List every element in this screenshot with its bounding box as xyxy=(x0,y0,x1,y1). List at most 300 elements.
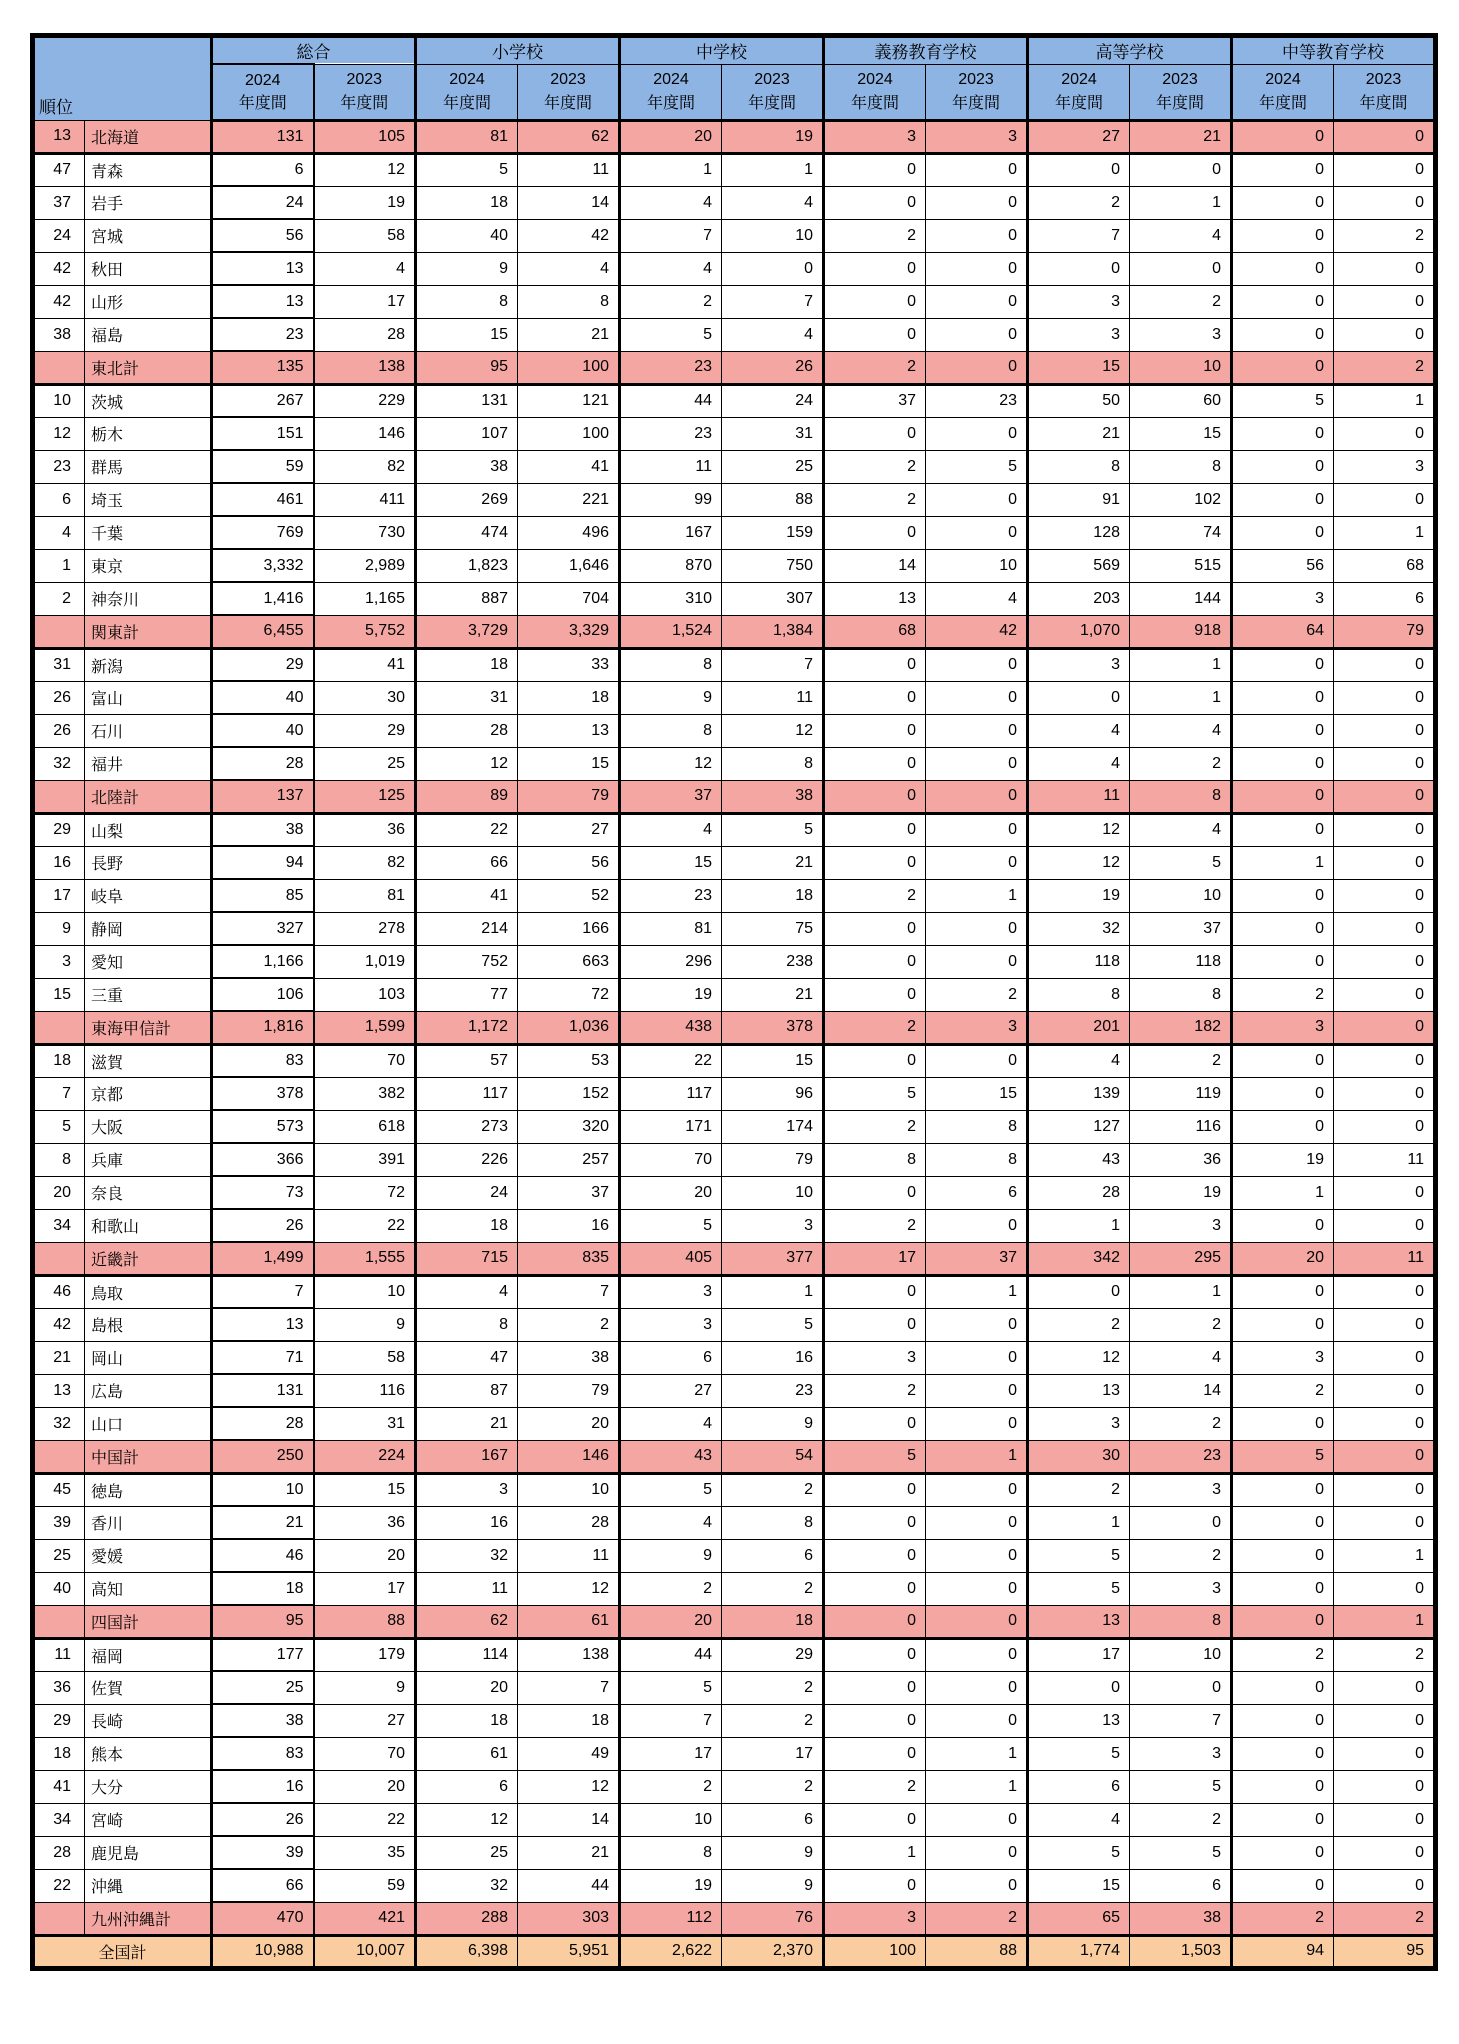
value-cell: 28 xyxy=(1028,1176,1130,1209)
value-cell: 0 xyxy=(824,1704,926,1737)
value-cell: 0 xyxy=(926,318,1028,351)
value-cell: 618 xyxy=(314,1110,416,1143)
value-cell: 5 xyxy=(1232,384,1334,417)
value-cell: 8 xyxy=(926,1143,1028,1176)
prefecture-name: 和歌山 xyxy=(85,1209,212,1242)
value-cell: 1 xyxy=(1232,1176,1334,1209)
value-cell: 79 xyxy=(518,1374,620,1407)
value-cell: 2 xyxy=(1028,186,1130,219)
prefecture-row xyxy=(33,516,1436,549)
value-cell: 3 xyxy=(722,1209,824,1242)
value-cell: 19 xyxy=(314,186,416,219)
prefecture-row xyxy=(33,1374,1436,1407)
value-cell: 105 xyxy=(314,120,416,153)
rank-cell: 26 xyxy=(33,714,85,747)
value-cell: 4 xyxy=(620,1506,722,1539)
value-cell: 0 xyxy=(1334,1308,1436,1341)
rank-cell: 18 xyxy=(33,1737,85,1770)
value-cell: 3 xyxy=(620,1275,722,1308)
value-cell: 0 xyxy=(926,681,1028,714)
value-cell: 12 xyxy=(518,1572,620,1605)
value-cell: 18 xyxy=(722,879,824,912)
value-cell: 0 xyxy=(926,912,1028,945)
value-cell: 44 xyxy=(518,1869,620,1902)
value-cell: 0 xyxy=(1232,1770,1334,1803)
value-cell: 0 xyxy=(1232,681,1334,714)
value-cell: 0 xyxy=(926,1044,1028,1077)
grand-total-row xyxy=(33,1935,1436,1968)
value-cell: 171 xyxy=(620,1110,722,1143)
value-cell: 3 xyxy=(1130,1737,1232,1770)
value-cell: 15 xyxy=(314,1473,416,1506)
value-cell: 47 xyxy=(416,1341,518,1374)
value-cell: 1 xyxy=(1028,1209,1130,1242)
value-cell: 0 xyxy=(926,1506,1028,1539)
value-cell: 18 xyxy=(416,648,518,681)
value-cell: 296 xyxy=(620,945,722,978)
value-cell: 1,555 xyxy=(314,1242,416,1275)
value-cell: 2 xyxy=(1130,1308,1232,1341)
prefecture-row xyxy=(33,1572,1436,1605)
value-cell: 3 xyxy=(1232,1011,1334,1044)
value-cell: 58 xyxy=(314,1341,416,1374)
value-cell: 1,524 xyxy=(620,615,722,648)
value-cell: 0 xyxy=(824,1737,926,1770)
value-cell: 1,823 xyxy=(416,549,518,582)
value-cell: 6,398 xyxy=(416,1935,518,1968)
value-cell: 100 xyxy=(824,1935,926,1968)
value-cell: 29 xyxy=(314,714,416,747)
value-cell: 8 xyxy=(416,1308,518,1341)
value-cell: 22 xyxy=(314,1803,416,1836)
prefecture-row xyxy=(33,1770,1436,1803)
prefecture-row xyxy=(33,450,1436,483)
rank-cell: 18 xyxy=(33,1044,85,1077)
prefecture-row xyxy=(33,1473,1436,1506)
value-cell: 100 xyxy=(518,417,620,450)
value-cell: 0 xyxy=(1334,1770,1436,1803)
value-cell: 0 xyxy=(824,648,926,681)
region-subtotal-label: 九州沖縄計 xyxy=(85,1902,212,1935)
value-cell: 0 xyxy=(926,1209,1028,1242)
value-cell: 307 xyxy=(722,582,824,615)
value-cell: 0 xyxy=(1334,714,1436,747)
rank-cell: 32 xyxy=(33,747,85,780)
value-cell: 1 xyxy=(1232,846,1334,879)
rank-cell: 42 xyxy=(33,285,85,318)
value-cell: 0 xyxy=(824,252,926,285)
value-cell: 752 xyxy=(416,945,518,978)
value-cell: 1,774 xyxy=(1028,1935,1130,1968)
school-counts-table xyxy=(30,33,1438,1971)
value-cell: 0 xyxy=(1334,1044,1436,1077)
value-cell: 21 xyxy=(1130,120,1232,153)
value-cell: 3 xyxy=(1130,1572,1232,1605)
value-cell: 0 xyxy=(1334,813,1436,846)
value-cell: 10 xyxy=(722,219,824,252)
value-cell: 21 xyxy=(1028,417,1130,450)
region-subtotal-label: 四国計 xyxy=(85,1605,212,1638)
value-cell: 0 xyxy=(1334,483,1436,516)
value-cell: 5,752 xyxy=(314,615,416,648)
value-cell: 0 xyxy=(1232,879,1334,912)
value-cell: 250 xyxy=(212,1440,314,1473)
prefecture-name: 熊本 xyxy=(85,1737,212,1770)
year-header-row xyxy=(33,64,1436,120)
value-cell: 0 xyxy=(1334,1572,1436,1605)
value-cell: 378 xyxy=(212,1077,314,1110)
value-cell: 0 xyxy=(926,285,1028,318)
value-cell: 6 xyxy=(722,1539,824,1572)
value-cell: 0 xyxy=(824,285,926,318)
region-subtotal-label: 東北計 xyxy=(85,351,212,384)
value-cell: 0 xyxy=(1232,186,1334,219)
value-cell: 0 xyxy=(926,945,1028,978)
value-cell: 0 xyxy=(824,681,926,714)
value-cell: 88 xyxy=(722,483,824,516)
value-cell: 0 xyxy=(1232,417,1334,450)
value-cell: 887 xyxy=(416,582,518,615)
value-cell: 8 xyxy=(926,1110,1028,1143)
rank-cell: 13 xyxy=(33,120,85,153)
value-cell: 0 xyxy=(1028,1671,1130,1704)
value-cell: 438 xyxy=(620,1011,722,1044)
value-cell: 1,599 xyxy=(314,1011,416,1044)
value-cell: 1,816 xyxy=(212,1011,314,1044)
rank-cell: 29 xyxy=(33,813,85,846)
subtotal-row xyxy=(33,1242,1436,1275)
value-cell: 0 xyxy=(1232,1737,1334,1770)
rank-cell: 42 xyxy=(33,252,85,285)
value-cell: 0 xyxy=(824,1473,926,1506)
value-cell: 23 xyxy=(620,417,722,450)
value-cell: 19 xyxy=(620,1869,722,1902)
value-cell: 0 xyxy=(1334,1275,1436,1308)
value-cell: 94 xyxy=(212,846,314,879)
value-cell: 6 xyxy=(212,153,314,186)
prefecture-name: 大分 xyxy=(85,1770,212,1803)
value-cell: 14 xyxy=(824,549,926,582)
value-cell: 66 xyxy=(416,846,518,879)
group-header-elementary: 小学校 xyxy=(416,36,620,65)
value-cell: 0 xyxy=(1232,318,1334,351)
value-cell: 1 xyxy=(1130,1275,1232,1308)
value-cell: 96 xyxy=(722,1077,824,1110)
value-cell: 112 xyxy=(620,1902,722,1935)
prefecture-row xyxy=(33,252,1436,285)
value-cell: 23 xyxy=(926,384,1028,417)
prefecture-name: 群馬 xyxy=(85,450,212,483)
prefecture-name: 岐阜 xyxy=(85,879,212,912)
value-cell: 1 xyxy=(1130,648,1232,681)
rank-cell: 8 xyxy=(33,1143,85,1176)
subtotal-row xyxy=(33,351,1436,384)
value-cell: 32 xyxy=(416,1539,518,1572)
value-cell: 16 xyxy=(722,1341,824,1374)
value-cell: 22 xyxy=(416,813,518,846)
value-cell: 121 xyxy=(518,384,620,417)
value-cell: 0 xyxy=(1232,1506,1334,1539)
value-cell: 39 xyxy=(212,1836,314,1869)
value-cell: 135 xyxy=(212,351,314,384)
value-cell: 125 xyxy=(314,780,416,813)
value-cell: 0 xyxy=(1334,912,1436,945)
value-cell: 11 xyxy=(620,450,722,483)
value-cell: 31 xyxy=(722,417,824,450)
value-cell: 0 xyxy=(824,945,926,978)
value-cell: 119 xyxy=(1130,1077,1232,1110)
value-cell: 20 xyxy=(620,1605,722,1638)
value-cell: 11 xyxy=(1028,780,1130,813)
prefecture-name: 長崎 xyxy=(85,1704,212,1737)
value-cell: 0 xyxy=(722,252,824,285)
value-cell: 10 xyxy=(1130,351,1232,384)
value-cell: 5 xyxy=(722,813,824,846)
prefecture-name: 京都 xyxy=(85,1077,212,1110)
value-cell: 79 xyxy=(1334,615,1436,648)
rank-column-header: 順位 xyxy=(33,36,212,121)
value-cell: 2 xyxy=(1130,747,1232,780)
value-cell: 2 xyxy=(1130,1407,1232,1440)
value-cell: 28 xyxy=(314,318,416,351)
value-cell: 81 xyxy=(620,912,722,945)
rank-cell: 16 xyxy=(33,846,85,879)
value-cell: 2 xyxy=(824,879,926,912)
value-cell: 2 xyxy=(1334,351,1436,384)
rank-cell: 9 xyxy=(33,912,85,945)
value-cell: 366 xyxy=(212,1143,314,1176)
prefecture-name: 東京 xyxy=(85,549,212,582)
value-cell: 5 xyxy=(1130,846,1232,879)
value-cell: 7 xyxy=(518,1671,620,1704)
value-cell: 17 xyxy=(722,1737,824,1770)
value-cell: 12 xyxy=(1028,846,1130,879)
rank-cell: 11 xyxy=(33,1638,85,1671)
value-cell: 0 xyxy=(1232,1308,1334,1341)
value-cell: 378 xyxy=(722,1011,824,1044)
value-cell: 40 xyxy=(416,219,518,252)
value-cell: 704 xyxy=(518,582,620,615)
value-cell: 1,036 xyxy=(518,1011,620,1044)
value-cell: 391 xyxy=(314,1143,416,1176)
value-cell: 118 xyxy=(1028,945,1130,978)
prefecture-name: 山口 xyxy=(85,1407,212,1440)
value-cell: 106 xyxy=(212,978,314,1011)
value-cell: 7 xyxy=(620,1704,722,1737)
prefecture-row xyxy=(33,714,1436,747)
value-cell: 17 xyxy=(314,285,416,318)
value-cell: 1 xyxy=(1130,186,1232,219)
value-cell: 461 xyxy=(212,483,314,516)
value-cell: 40 xyxy=(212,714,314,747)
value-cell: 3 xyxy=(1028,1407,1130,1440)
value-cell: 116 xyxy=(314,1374,416,1407)
prefecture-row xyxy=(33,813,1436,846)
value-cell: 0 xyxy=(824,1605,926,1638)
rank-cell: 5 xyxy=(33,1110,85,1143)
region-subtotal-label: 近畿計 xyxy=(85,1242,212,1275)
value-cell: 5 xyxy=(1028,1572,1130,1605)
group-header-row xyxy=(33,36,1436,65)
value-cell: 0 xyxy=(824,978,926,1011)
rank-cell: 25 xyxy=(33,1539,85,1572)
value-cell: 8 xyxy=(620,714,722,747)
value-cell: 405 xyxy=(620,1242,722,1275)
value-cell: 0 xyxy=(926,219,1028,252)
value-cell: 1 xyxy=(926,1770,1028,1803)
value-cell: 117 xyxy=(416,1077,518,1110)
value-cell: 0 xyxy=(1232,483,1334,516)
value-cell: 835 xyxy=(518,1242,620,1275)
prefecture-name: 新潟 xyxy=(85,648,212,681)
value-cell: 8 xyxy=(620,1836,722,1869)
value-cell: 131 xyxy=(212,120,314,153)
prefecture-row xyxy=(33,1176,1436,1209)
value-cell: 6 xyxy=(1130,1869,1232,1902)
value-cell: 573 xyxy=(212,1110,314,1143)
value-cell: 76 xyxy=(722,1902,824,1935)
value-cell: 0 xyxy=(926,252,1028,285)
value-cell: 5 xyxy=(416,153,518,186)
value-cell: 72 xyxy=(314,1176,416,1209)
value-cell: 14 xyxy=(1130,1374,1232,1407)
value-cell: 0 xyxy=(1232,219,1334,252)
value-cell: 10 xyxy=(722,1176,824,1209)
value-cell: 2 xyxy=(824,450,926,483)
value-cell: 41 xyxy=(518,450,620,483)
value-cell: 25 xyxy=(314,747,416,780)
value-cell: 61 xyxy=(518,1605,620,1638)
value-cell: 4 xyxy=(416,1275,518,1308)
value-cell: 0 xyxy=(1232,1209,1334,1242)
value-cell: 30 xyxy=(1028,1440,1130,1473)
value-cell: 0 xyxy=(1334,318,1436,351)
value-cell: 144 xyxy=(1130,582,1232,615)
value-cell: 1 xyxy=(926,1275,1028,1308)
value-cell: 6 xyxy=(1334,582,1436,615)
rank-cell: 21 xyxy=(33,1341,85,1374)
value-cell: 8 xyxy=(1130,780,1232,813)
value-cell: 0 xyxy=(1334,285,1436,318)
rank-cell: 46 xyxy=(33,1275,85,1308)
value-cell: 0 xyxy=(1334,1671,1436,1704)
value-cell: 3 xyxy=(1028,648,1130,681)
rank-cell: 6 xyxy=(33,483,85,516)
year-header-2024: 2024 年度間 xyxy=(620,64,722,120)
value-cell: 0 xyxy=(824,1803,926,1836)
value-cell: 1 xyxy=(1334,1605,1436,1638)
value-cell: 42 xyxy=(518,219,620,252)
prefecture-name: 徳島 xyxy=(85,1473,212,1506)
year-header-2023: 2023 年度間 xyxy=(1334,64,1436,120)
prefecture-row xyxy=(33,417,1436,450)
value-cell: 4 xyxy=(1028,714,1130,747)
prefecture-row xyxy=(33,747,1436,780)
value-cell: 0 xyxy=(1334,252,1436,285)
value-cell: 0 xyxy=(926,1605,1028,1638)
year-header-2023: 2023 年度間 xyxy=(518,64,620,120)
value-cell: 77 xyxy=(416,978,518,1011)
value-cell: 83 xyxy=(212,1044,314,1077)
group-header-secondary: 中等教育学校 xyxy=(1232,36,1436,65)
value-cell: 28 xyxy=(518,1506,620,1539)
value-cell: 166 xyxy=(518,912,620,945)
value-cell: 0 xyxy=(824,780,926,813)
group-header-total: 総合 xyxy=(212,36,416,65)
value-cell: 2 xyxy=(1334,1638,1436,1671)
value-cell: 0 xyxy=(926,1308,1028,1341)
value-cell: 273 xyxy=(416,1110,518,1143)
rank-cell: 26 xyxy=(33,681,85,714)
value-cell: 107 xyxy=(416,417,518,450)
value-cell: 0 xyxy=(926,1869,1028,1902)
year-header-2024: 2024 年度間 xyxy=(416,64,518,120)
value-cell: 0 xyxy=(824,1572,926,1605)
value-cell: 5 xyxy=(620,1473,722,1506)
value-cell: 7 xyxy=(1028,219,1130,252)
prefecture-row xyxy=(33,1704,1436,1737)
value-cell: 0 xyxy=(824,153,926,186)
subtotal-row xyxy=(33,1902,1436,1935)
year-header-2024: 2024 年度間 xyxy=(1028,64,1130,120)
value-cell: 27 xyxy=(1028,120,1130,153)
value-cell: 1,646 xyxy=(518,549,620,582)
value-cell: 4 xyxy=(722,186,824,219)
value-cell: 41 xyxy=(416,879,518,912)
value-cell: 23 xyxy=(722,1374,824,1407)
value-cell: 0 xyxy=(1334,879,1436,912)
value-cell: 75 xyxy=(722,912,824,945)
prefecture-name: 岡山 xyxy=(85,1341,212,1374)
value-cell: 139 xyxy=(1028,1077,1130,1110)
value-cell: 0 xyxy=(1334,1737,1436,1770)
value-cell: 20 xyxy=(518,1407,620,1440)
year-header-2023: 2023 年度間 xyxy=(1130,64,1232,120)
value-cell: 38 xyxy=(416,450,518,483)
value-cell: 257 xyxy=(518,1143,620,1176)
value-cell: 25 xyxy=(212,1671,314,1704)
value-cell: 0 xyxy=(926,516,1028,549)
value-cell: 4 xyxy=(1130,219,1232,252)
value-cell: 26 xyxy=(212,1803,314,1836)
value-cell: 13 xyxy=(1028,1374,1130,1407)
value-cell: 2 xyxy=(1130,1539,1232,1572)
value-cell: 0 xyxy=(926,648,1028,681)
value-cell: 8 xyxy=(1028,978,1130,1011)
value-cell: 6 xyxy=(620,1341,722,1374)
value-cell: 0 xyxy=(824,1044,926,1077)
value-cell: 0 xyxy=(1232,1110,1334,1143)
value-cell: 1 xyxy=(620,153,722,186)
prefecture-name: 鳥取 xyxy=(85,1275,212,1308)
value-cell: 4 xyxy=(1130,1341,1232,1374)
prefecture-row xyxy=(33,1341,1436,1374)
value-cell: 3 xyxy=(1130,318,1232,351)
value-cell: 138 xyxy=(518,1638,620,1671)
year-header-2023: 2023 年度間 xyxy=(926,64,1028,120)
value-cell: 29 xyxy=(722,1638,824,1671)
value-cell: 0 xyxy=(1334,417,1436,450)
value-cell: 79 xyxy=(518,780,620,813)
value-cell: 8 xyxy=(518,285,620,318)
value-cell: 8 xyxy=(1130,450,1232,483)
value-cell: 13 xyxy=(1028,1605,1130,1638)
rank-cell: 40 xyxy=(33,1572,85,1605)
value-cell: 2,989 xyxy=(314,549,416,582)
value-cell: 8 xyxy=(722,1506,824,1539)
year-header-2024: 2024 年度間 xyxy=(212,64,314,120)
rank-cell xyxy=(33,1011,85,1044)
